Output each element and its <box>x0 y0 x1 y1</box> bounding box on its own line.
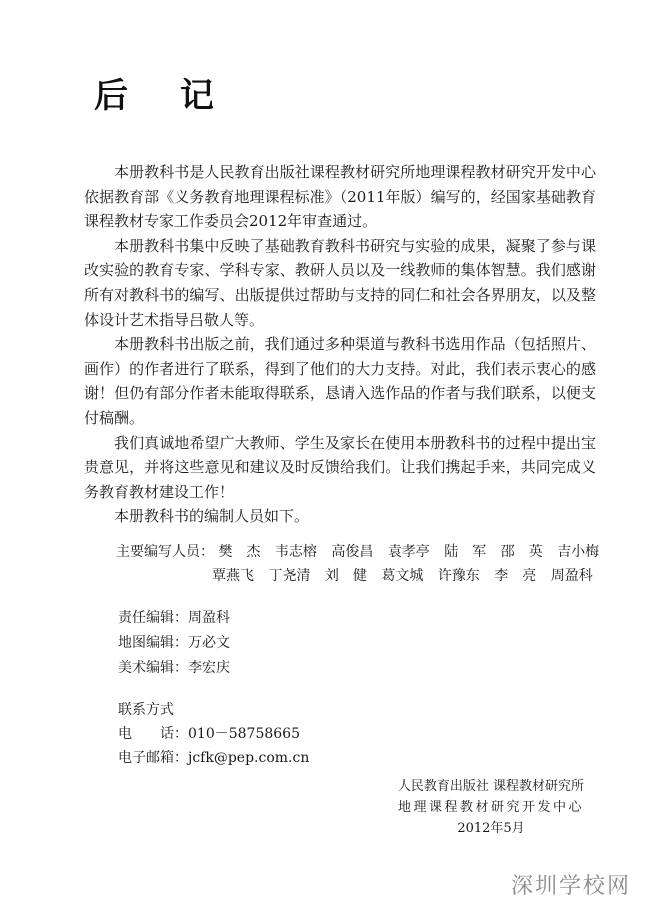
credits-row-1 <box>116 540 609 564</box>
author-name: 高俊昌 <box>331 544 374 560</box>
email-address[interactable]: jcfk@pep.com.cn <box>188 750 310 766</box>
editors-block <box>118 606 230 681</box>
phone-number: 010－58758665 <box>188 726 300 742</box>
credits-label: 主要编写人员： <box>116 544 214 560</box>
editor-line: 责任编辑：周盈科 <box>118 610 230 626</box>
paragraph: 本册教科书是人民教育出版社课程教材研究所地理课程教材研究开发中心依据教育部《义务教育地理课程标准》（2011年版）编写的，经国家基础教育课程教材专家工作委员会2012年审查通过。 <box>84 163 596 231</box>
watermark: 深圳学校网 <box>510 874 631 899</box>
page-title: 后 记 <box>94 76 234 116</box>
publication-date: 2012年5月 <box>457 821 525 836</box>
paragraph: 我们真诚地希望广大教师、学生及家长在使用本册教科书的过程中提出宝贵意见，并将这些意见和建议及时反馈给我们。让我们携起手来，共同完成义务教育教材建设工作！ <box>84 433 596 501</box>
editor-line: 美术编辑：李宏庆 <box>118 660 230 676</box>
author-name: 陆 军 <box>444 544 487 560</box>
paragraph: 本册教科书出版之前，我们通过多种渠道与教科书选用作品（包括照片、画作）的作者进行了联系，得到了他们的大力支持。对此，我们表示衷心的感谢！但仍有部分作者未能取得联系，恳请入选作品的作者与我们联系，以便支付稿酬。 <box>84 335 596 427</box>
author-name: 丁尧清 <box>268 568 311 584</box>
contact-block <box>118 698 309 770</box>
author-name: 葛文城 <box>381 568 424 584</box>
author-name: 袁孝亭 <box>387 544 430 560</box>
author-name: 樊 杰 <box>218 544 261 560</box>
author-name: 邵 英 <box>500 544 543 560</box>
author-name: 许豫东 <box>437 568 480 584</box>
credits-block <box>116 540 609 588</box>
credits-row-2 <box>116 564 609 588</box>
publisher-line-2: 地理课程教材研究开发中心 <box>397 800 584 815</box>
contact-phone-row <box>118 722 309 746</box>
contact-heading: 联系方式 <box>118 702 174 718</box>
author-name: 刘 健 <box>324 568 367 584</box>
author-name: 覃燕飞 <box>212 568 254 584</box>
author-name: 韦志榕 <box>274 544 317 560</box>
author-name: 吉小梅 <box>557 544 600 560</box>
phone-label: 电 话： <box>118 726 188 742</box>
paragraph: 本册教科书的编制人员如下。 <box>114 507 310 526</box>
publisher-line-1: 人民教育出版社 课程教材研究所 <box>397 779 585 794</box>
body-text <box>84 160 596 529</box>
contact-email-row <box>118 746 309 770</box>
editor-line: 地图编辑：万必文 <box>118 635 230 651</box>
paragraph: 本册教科书集中反映了基础教育教科书研究与实验的成果，凝聚了参与课改实验的教育专家、学科专家、教研人员以及一线教师的集体智慧。我们感谢所有对教科书的编写、出版提供过帮助与支持的同仁和社会各界朋友，以及整体设计艺术指导吕敬人等。 <box>84 236 596 329</box>
publisher-block <box>392 776 590 839</box>
author-name: 周盈科 <box>550 568 593 584</box>
author-name: 李 亮 <box>494 568 537 584</box>
email-label: 电子邮箱： <box>118 750 188 766</box>
